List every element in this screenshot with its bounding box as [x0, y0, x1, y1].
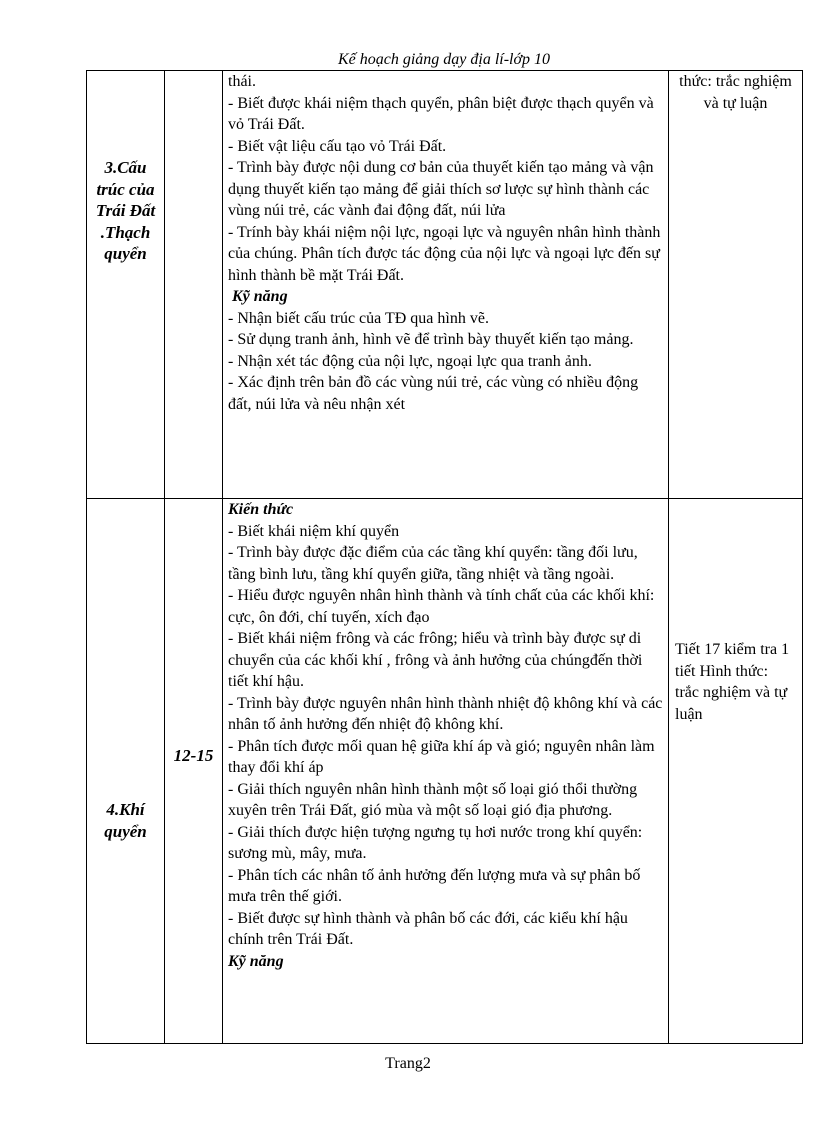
- content-cell: [223, 71, 669, 499]
- period-cell: [165, 499, 223, 1044]
- note-cell: [669, 499, 803, 1044]
- content-line: - Phân tích được mối quan hệ giữa khí áp và gió; nguyên nhân làm thay đổi khí áp: [228, 737, 655, 776]
- note-cell: [669, 71, 803, 499]
- note-text: thức: trắc nghiệm và tự luận: [679, 73, 792, 112]
- period-number: 12-15: [173, 746, 214, 765]
- topic-title: 4.Khí quyển: [104, 800, 147, 841]
- table-row: [87, 499, 803, 1044]
- content-line: - Biết được sự hình thành và phân bố các đới, các kiểu khí hậu chính trên Trái Đất.: [228, 909, 628, 948]
- content-text: [223, 71, 668, 415]
- page-header-title: Kế hoạch giảng dạy địa lí-lớp 10: [337, 51, 551, 68]
- content-line: - Hiểu được nguyên nhân hình thành và tính chất của các khối khí: cực, ôn đới, chí tuyến, xích đạo: [228, 587, 655, 626]
- lesson-plan-table: [86, 70, 803, 1044]
- content-text: [223, 499, 668, 972]
- content-line: - Trình bày được nội dung cơ bản của thuyết kiến tạo mảng và vận dụng thuyết kiến tạo mảng để giải thích sơ lược sự hình thành các vùng núi trẻ, các vành đai động đất, núi lửa: [228, 159, 654, 219]
- content-line: - Giải thích được hiện tượng ngưng tụ hơi nước trong khí quyển: sương mù, mây, mưa.: [228, 823, 643, 862]
- content-line: - Trính bày khái niệm nội lực, ngoại lực và nguyên nhân hình thành của chúng. Phân tích được tác động của nội lực và ngoại lực đến sự hình thành bề mặt Trái Đất.: [228, 223, 661, 284]
- content-line: - Sử dụng tranh ảnh, hình vẽ để trình bày thuyết kiến tạo mảng.: [228, 331, 634, 348]
- page-number: Trang2: [385, 1055, 431, 1072]
- period-cell: [165, 71, 223, 499]
- content-line: - Trình bày được đặc điểm của các tầng khí quyển: tầng đối lưu, tầng bình lưu, tầng khí quyển giữa, tầng nhiệt và tầng ngoài.: [228, 544, 638, 583]
- content-line: - Trình bày được nguyên nhân hình thành nhiệt độ không khí và các nhân tố ảnh hưởng đến nhiệt độ không khí.: [228, 694, 663, 733]
- skill-heading: Kỹ năng: [228, 952, 284, 970]
- content-line: - Biết khái niệm frông và các frông; hiểu và trình bày được sự di chuyển của các khối khí , frông và ảnh hưởng của chúngđến thời tiết khí hậu.: [228, 630, 643, 690]
- skill-heading: Kỹ năng: [232, 288, 288, 305]
- content-line: - Biết được khái niệm thạch quyển, phân biệt được thạch quyển và vỏ Trái Đất.: [228, 94, 654, 133]
- content-line: - Phân tích các nhân tố ảnh hưởng đến lượng mưa và sự phân bố mưa trên thế giới.: [228, 866, 641, 905]
- content-line: - Nhận biết cấu trúc của TĐ qua hình vẽ.: [228, 309, 489, 327]
- table-row: [87, 71, 803, 499]
- note-text: Tiết 17 kiểm tra 1 tiết Hình thức: trắc nghiệm và tự luận: [675, 641, 790, 723]
- topic-cell: [87, 499, 165, 1044]
- knowledge-heading: Kiến thức: [228, 501, 294, 518]
- content-line: - Nhận xét tác động của nội lực, ngoại lực qua tranh ảnh.: [228, 352, 592, 370]
- topic-cell: [87, 71, 165, 499]
- content-line: - Giải thích nguyên nhân hình thành một số loại gió thổi thường xuyên trên Trái Đất, gió mùa và một số loại gió địa phương.: [228, 780, 638, 819]
- topic-title: 3.Cấu trúc của Trái Đất .Thạch quyển: [95, 158, 156, 263]
- content-line: - Xác định trên bản đồ các vùng núi trẻ, các vùng có nhiều động đất, núi lửa và nêu nhận xét: [228, 374, 639, 413]
- content-line: thái.: [228, 73, 256, 90]
- content-line: - Biết vật liệu cấu tạo vỏ Trái Đất.: [228, 137, 447, 155]
- content-cell: [223, 499, 669, 1044]
- content-line: - Biết khái niệm khí quyển: [228, 522, 400, 540]
